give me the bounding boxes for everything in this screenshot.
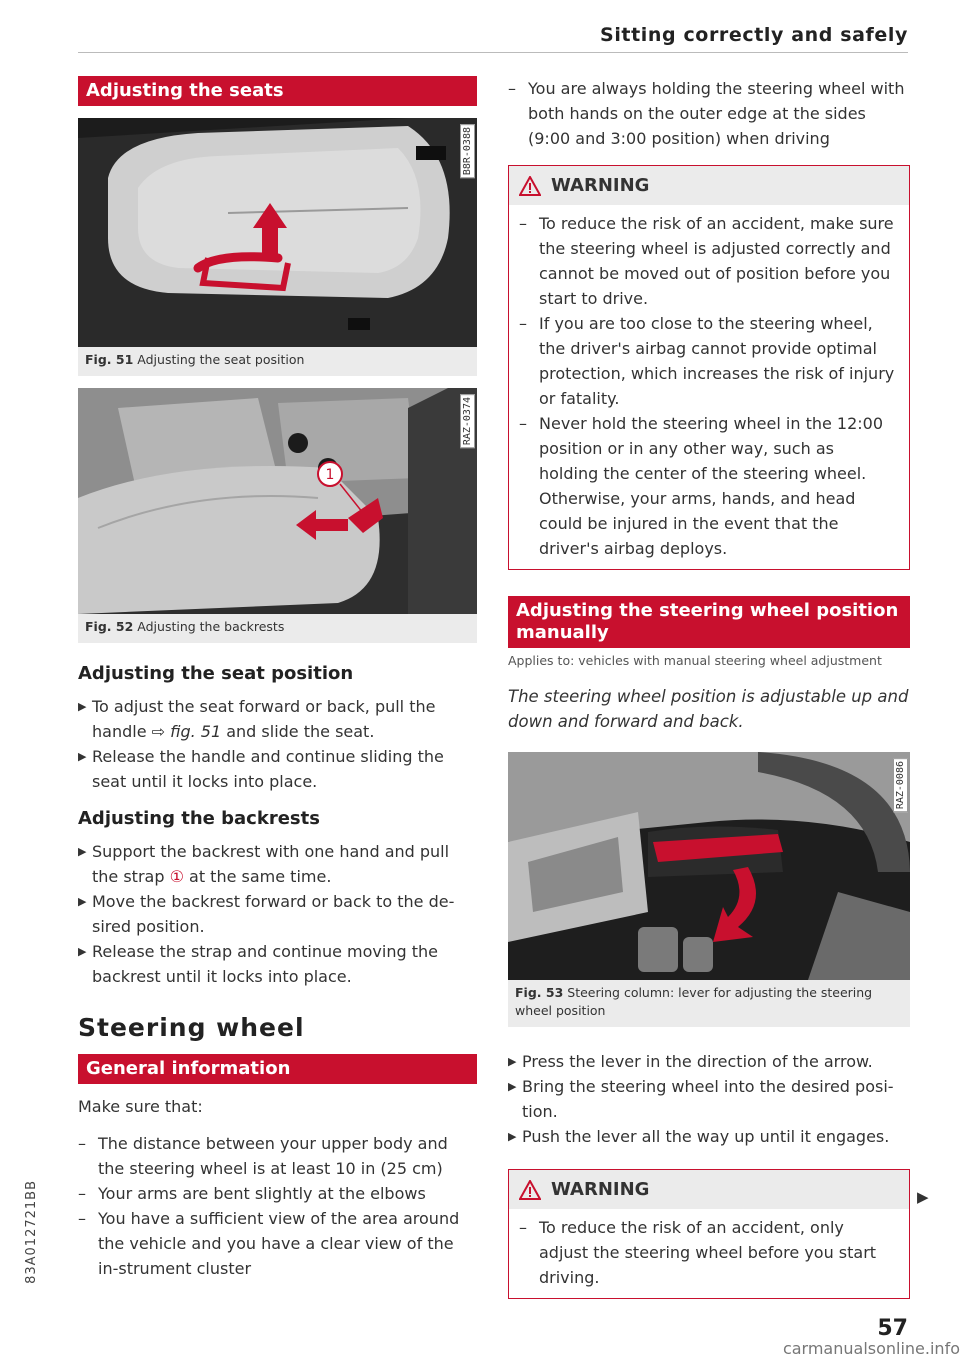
steering-step-1-text: Press the lever in the direction of the arrow. (522, 1052, 873, 1071)
seat-step-1-text-end: and slide the seat. (221, 722, 375, 741)
figure-51-image (78, 118, 477, 347)
steering-step-1 (508, 1049, 910, 1074)
checklist-item-2: – Your arms are bent slightly at the elbows (78, 1184, 426, 1203)
warning-1-item-3-text: Never hold the steering wheel in the 12:00 position or in any other way, such as holding the center of the steering wheel. Otherwise, your arms, hands, and head could be injured in the event that the driver's airbag deploys. (539, 414, 884, 558)
triangle-bullet-icon: ▶ (508, 1130, 517, 1143)
running-header: Sitting correctly and safely (600, 24, 908, 46)
figure-53-code: RAZ-0086 (893, 758, 908, 812)
figure-52-caption-text: Adjusting the backrests (137, 619, 285, 634)
steering-column-photo (508, 752, 910, 980)
strap-callout-ref: ① (169, 867, 184, 886)
warning-triangle-icon (519, 176, 541, 196)
right-column (508, 76, 910, 1299)
general-checklist (78, 1131, 477, 1281)
seat-position-steps (78, 694, 477, 794)
seat-step-2-text: Release the handle and continue sliding the seat until it locks into place. (92, 747, 444, 791)
figure-53-label: Fig. 53 (515, 985, 564, 1000)
warning-2-item-1-text: To reduce the risk of an accident, only adjust the steering wheel before you start driving. (539, 1218, 877, 1287)
header-divider (78, 52, 908, 53)
warning-1-item-2: – If you are too close to the steering wheel, the driver's airbag cannot provide optimal protection, which increases the risk of injury or fatality. (519, 314, 895, 408)
warning-2-item-1: – To reduce the risk of an accident, only adjust the steering wheel before you start driving. (519, 1218, 877, 1287)
warning-1-item-1: – To reduce the risk of an accident, make sure the steering wheel is adjusted correctly and cannot be moved out of position before you start to drive. (519, 214, 894, 308)
warning-1-item-2-text: If you are too close to the steering wheel, the driver's airbag cannot provide optimal protection, which increases the risk of injury or fatality. (539, 314, 895, 408)
seat-step-1-text: To adjust the seat forward or back, pull the handle (92, 697, 436, 741)
backrest-step-1-text-end: at the same time. (183, 867, 332, 886)
triangle-bullet-icon: ▶ (78, 750, 87, 763)
figure-51-label: Fig. 51 (85, 352, 134, 367)
figure-51-code: B8R-0388 (460, 124, 475, 178)
warning-box-1-header (509, 166, 909, 205)
warning-box-1-body (509, 205, 909, 569)
warning-1-item-3: – Never hold the steering wheel in the 12:00 position or in any other way, such as holding the center of the steering wheel. Otherwise, your arms, hands, and head could be injured in the event that the driver's airbag deploys. (519, 414, 884, 558)
warning-box-1 (508, 165, 910, 570)
steering-steps (508, 1049, 910, 1149)
backrest-photo (78, 388, 477, 614)
backrest-step-2 (78, 889, 477, 939)
figure-52-image (78, 388, 477, 614)
warning-box-1-title: WARNING (551, 175, 650, 196)
backrest-steps (78, 839, 477, 989)
seat-step-2 (78, 744, 477, 794)
triangle-bullet-icon: ▶ (78, 700, 87, 713)
triangle-bullet-icon: ▶ (508, 1055, 517, 1068)
figure-52-caption (78, 614, 477, 643)
section-bar-adjusting-seats: Adjusting the seats (78, 76, 477, 106)
steering-intro: The steering wheel position is adjustable up and down and forward and back. (508, 687, 909, 731)
checklist-item-3: – You have a sufficient view of the area around the vehicle and you have a clear view of the in-strument cluster (78, 1209, 460, 1278)
triangle-bullet-icon: ▶ (78, 845, 87, 858)
figure-51-caption (78, 347, 477, 376)
backrest-step-1-text: Support the backrest with one hand and pull the strap (92, 842, 450, 886)
applies-to-note: Applies to: vehicles with manual steering wheel adjustment (508, 653, 882, 668)
triangle-bullet-icon: ▶ (78, 945, 87, 958)
figure-51-caption-text: Adjusting the seat position (137, 352, 305, 367)
triangle-bullet-icon: ▶ (78, 895, 87, 908)
watermark: carmanualsonline.info (782, 1339, 960, 1358)
fig-51-link[interactable]: ⇨ fig. 51 (151, 722, 222, 741)
heading-backrests: Adjusting the backrests (78, 808, 320, 829)
steering-step-3 (508, 1124, 910, 1149)
backrest-step-1 (78, 839, 477, 889)
seat-step-1 (78, 694, 477, 744)
seat-photo (78, 118, 477, 347)
figure-52-label: Fig. 52 (85, 619, 134, 634)
figure-52-callout: 1 (325, 467, 335, 483)
chapter-title: Steering wheel (78, 1013, 305, 1042)
section-bar-steering-manual: Adjusting the steering wheel position manually (508, 596, 910, 648)
next-page-arrow-icon[interactable]: ▶ (917, 1188, 929, 1206)
warning-box-2-title: WARNING (551, 1179, 650, 1200)
warning-box-2 (508, 1169, 910, 1299)
backrest-step-2-text: Move the backrest forward or back to the de-sired position. (92, 892, 455, 936)
warning-triangle-icon (519, 1180, 541, 1200)
warning-1-item-1-text: To reduce the risk of an accident, make sure the steering wheel is adjusted correctly and cannot be moved out of position before you start to drive. (539, 214, 894, 308)
checklist-item-2-text: Your arms are bent slightly at the elbows (98, 1184, 426, 1203)
checklist-item-4: – You are always holding the steering wheel with both hands on the outer edge at the sides (9:00 and 3:00 position) when driving (508, 79, 905, 148)
checklist-item-4-text: You are always holding the steering wheel with both hands on the outer edge at the sides (9:00 and 3:00 position) when driving (528, 79, 905, 148)
checklist-item-1: – The distance between your upper body and the steering wheel is at least 10 in (25 cm) (78, 1134, 448, 1178)
backrest-step-3-text: Release the strap and continue moving the backrest until it locks into place. (92, 942, 438, 986)
page-number: 57 (877, 1316, 908, 1341)
steering-step-3-text: Push the lever all the way up until it engages. (522, 1127, 890, 1146)
steering-step-2 (508, 1074, 910, 1124)
left-column (78, 76, 477, 1281)
document-code: 83A012721BB (24, 1180, 39, 1284)
triangle-bullet-icon: ▶ (508, 1080, 517, 1093)
figure-53-image (508, 752, 910, 980)
warning-box-2-header (509, 1170, 909, 1209)
make-sure-intro: Make sure that: (78, 1097, 203, 1116)
checklist-item-1-text: The distance between your upper body and the steering wheel is at least 10 in (25 cm) (98, 1134, 448, 1178)
figure-53-caption-text: Steering column: lever for adjusting the steering wheel position (515, 985, 873, 1018)
warning-box-2-body (509, 1209, 909, 1298)
figure-53-caption (508, 980, 910, 1027)
checklist-item-3-text: You have a sufficient view of the area around the vehicle and you have a clear view of the in-strument cluster (98, 1209, 460, 1278)
steering-step-2-text: Bring the steering wheel into the desired posi-tion. (522, 1077, 894, 1121)
section-bar-general-information: General information (78, 1054, 477, 1084)
heading-seat-position: Adjusting the seat position (78, 663, 354, 684)
figure-52-code: RAZ-0374 (460, 394, 475, 448)
backrest-step-3 (78, 939, 477, 989)
